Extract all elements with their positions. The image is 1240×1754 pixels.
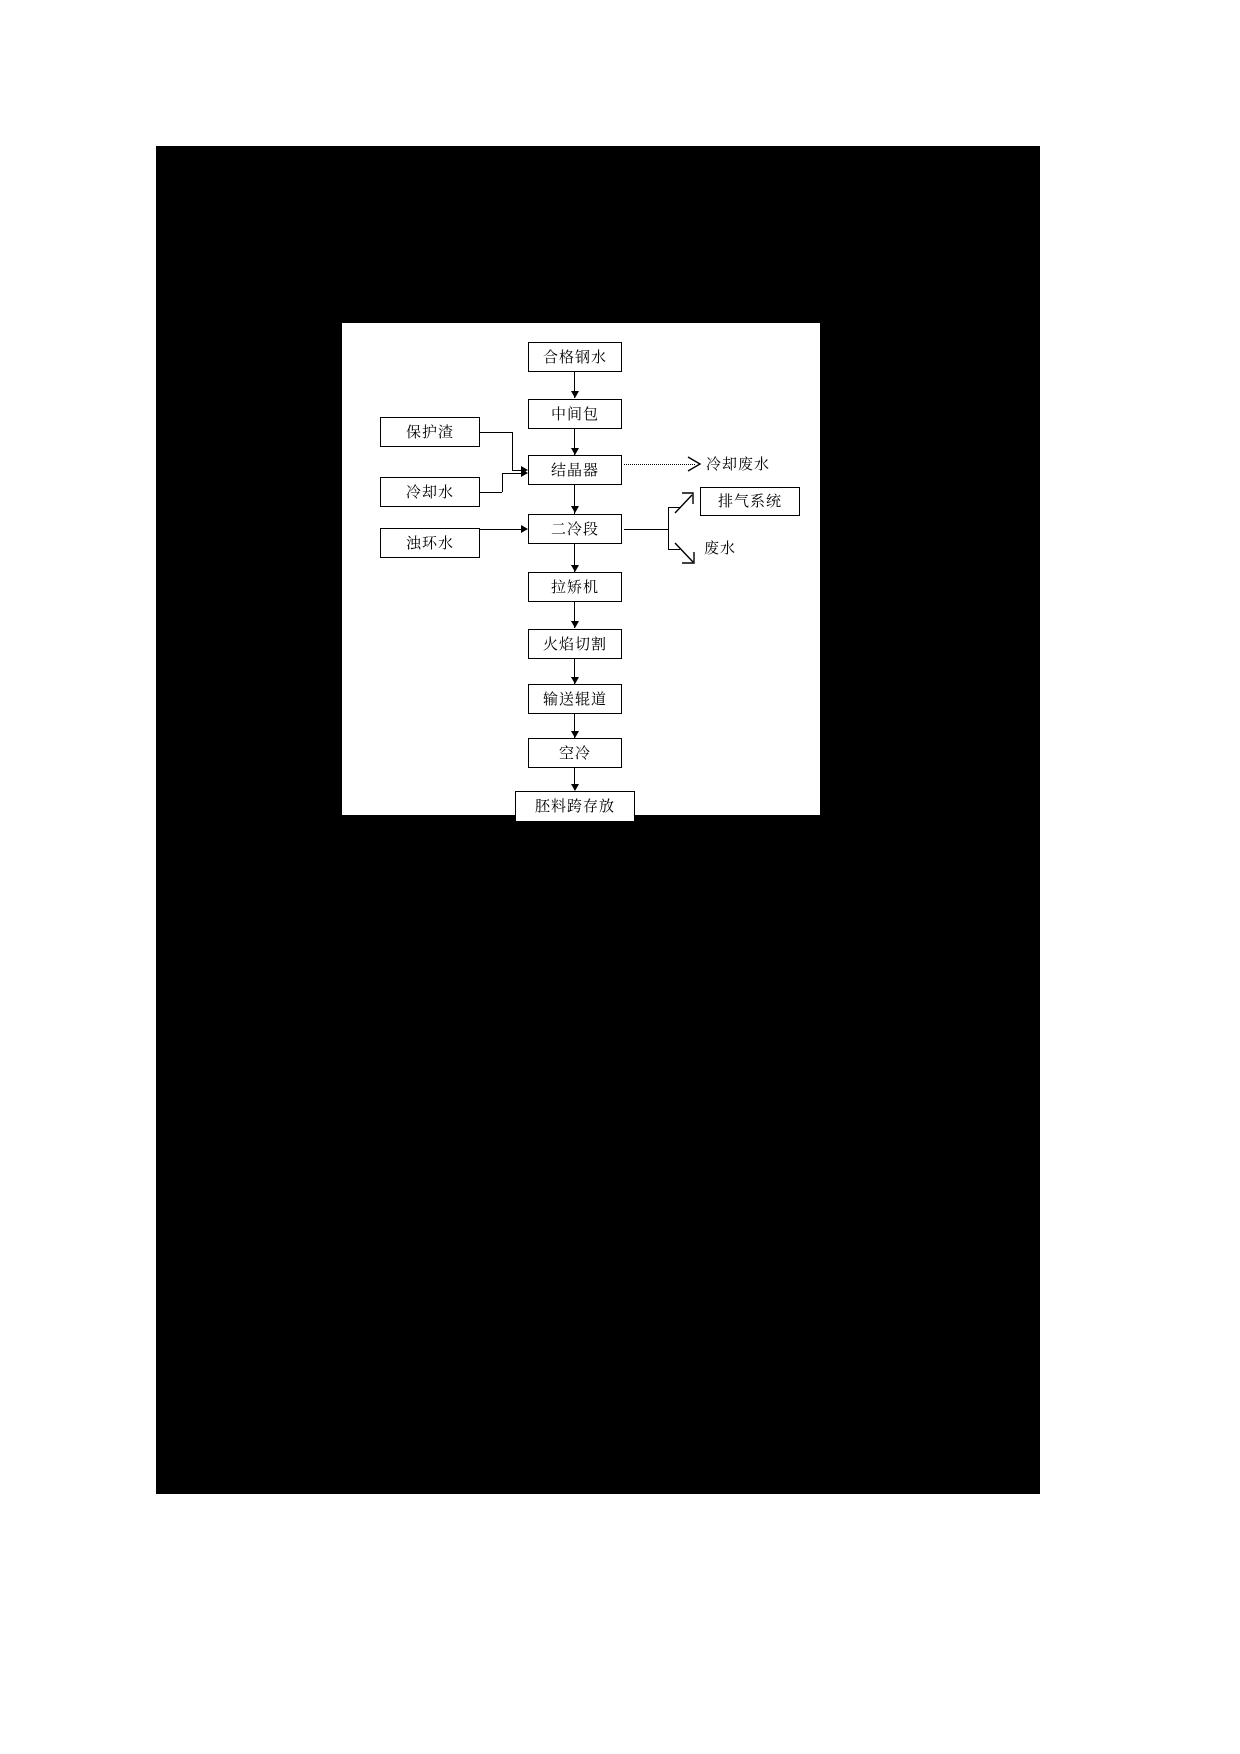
node-flame-cutting[interactable]: 火焰切割 bbox=[528, 629, 622, 659]
arrowhead-cooling-wastewater bbox=[687, 455, 703, 473]
arrowhead-exhaust-system bbox=[674, 491, 696, 515]
arrowhead-to-straightener bbox=[571, 565, 579, 572]
node-molten-steel[interactable]: 合格钢水 bbox=[528, 342, 622, 372]
node-turbid-circulating-water[interactable]: 浊环水 bbox=[380, 528, 480, 558]
connector-secondary-cooling-fork-v bbox=[668, 507, 669, 549]
arrowhead-to-air-cooling bbox=[571, 731, 579, 738]
arrowhead-to-crystallizer bbox=[571, 448, 579, 455]
connector-secondary-cooling-fork-h bbox=[624, 529, 668, 530]
connector-cooling-water-h2 bbox=[502, 473, 522, 474]
arrowhead-to-tundish bbox=[571, 391, 579, 398]
arrowhead-to-flame-cutting bbox=[571, 621, 579, 628]
node-billet-storage-box[interactable]: 胚料跨存放 bbox=[515, 791, 635, 822]
node-secondary-cooling[interactable]: 二冷段 bbox=[528, 514, 622, 544]
flowchart-canvas bbox=[342, 323, 820, 815]
arrowhead-to-conveyor bbox=[571, 677, 579, 684]
connector-cooling-water-h bbox=[480, 492, 502, 493]
node-mold-flux[interactable]: 保护渣 bbox=[380, 417, 480, 447]
connector-mold-flux-v bbox=[512, 432, 513, 470]
arrowhead-wastewater bbox=[674, 541, 698, 567]
node-cooling-water[interactable]: 冷却水 bbox=[380, 477, 480, 507]
label-cooling-wastewater: 冷却废水 bbox=[706, 455, 771, 473]
arrowhead-to-secondary-cooling bbox=[571, 506, 579, 513]
connector-mold-flux-h bbox=[480, 432, 512, 433]
node-exhaust-system[interactable]: 排气系统 bbox=[700, 487, 800, 516]
connector-cooling-water-v bbox=[502, 473, 503, 492]
label-wastewater: 废水 bbox=[704, 539, 737, 557]
arrowhead-turbid-water-to-secondary-cooling bbox=[521, 525, 528, 533]
arrowhead-to-billet-storage bbox=[571, 784, 579, 791]
node-air-cooling[interactable]: 空冷 bbox=[528, 738, 622, 768]
connector-cooling-wastewater-dotted bbox=[624, 464, 695, 465]
node-crystallizer[interactable]: 结晶器 bbox=[528, 455, 622, 485]
node-tundish[interactable]: 中间包 bbox=[528, 399, 622, 429]
node-conveyor-roller[interactable]: 输送辊道 bbox=[528, 684, 622, 714]
connector-turbid-water-h bbox=[480, 529, 522, 530]
node-withdrawal-straightener[interactable]: 拉矫机 bbox=[528, 572, 622, 602]
arrowhead-cooling-water-to-crystallizer bbox=[521, 469, 528, 477]
